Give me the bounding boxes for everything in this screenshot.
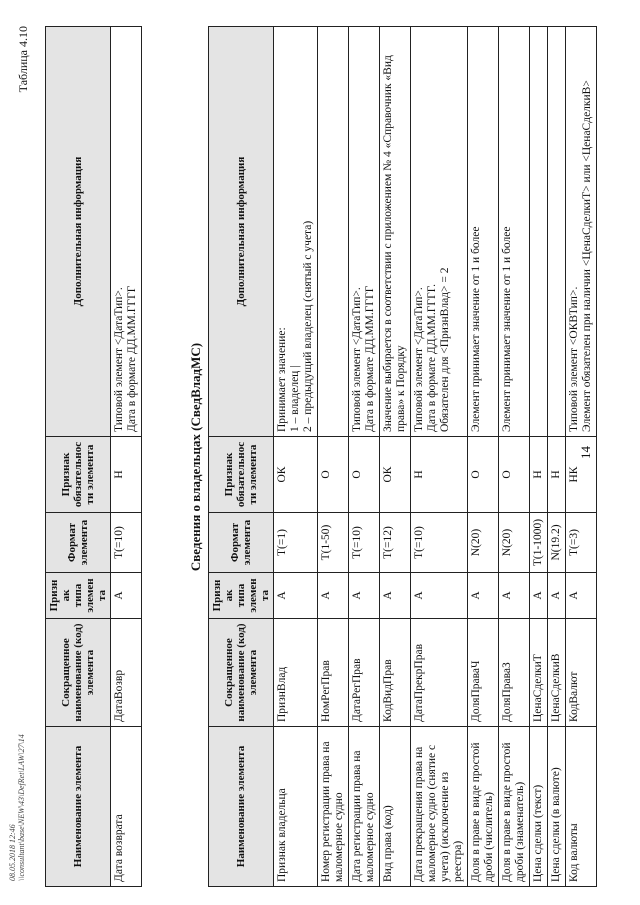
table-row [111,27,142,887]
column-header: Дополнительная информация [209,27,274,437]
print-path: \\consultant\base\NEW\43\DefRet\LAW\27\14 [17,734,26,881]
table-cell: Доля в праве в виде простой дроби (числитель) [468,727,499,887]
table-cell: А [380,573,411,619]
table-cell: О [468,437,499,513]
table-cell: ОК [380,437,411,513]
table-cell: N(20) [468,513,499,573]
column-header: Признак типа элемента [209,573,274,619]
table-cell: ПризнВлад [274,619,318,727]
table-cell: Н [530,437,548,513]
table-row [499,27,530,887]
table-cell: ДатаРегПрав [349,619,380,727]
table-row [349,27,380,887]
column-header: Признак обязательности элемента [46,437,111,513]
table-cell: T(=10) [111,513,142,573]
page-number: 14 [578,446,593,459]
table-cell: T(1-50) [318,513,349,573]
table-cell: Н [111,437,142,513]
table1-body [111,27,142,887]
table-row [318,27,349,887]
print-stamp [8,734,26,881]
table-cell: Дата возврата [111,727,142,887]
table-row [274,27,318,887]
table-cell: Н [548,437,566,513]
table-row [380,27,411,887]
table-cell: ДатаПрекрПрав [411,619,468,727]
table-cell: Признак владельца [274,727,318,887]
table-cell: О [318,437,349,513]
column-header: Признак обязательности элемента [209,437,274,513]
table-cell: А [349,573,380,619]
table-header-row [46,27,111,887]
table-cell: Типовой элемент <ДатаТип>. Дата в формате ДД.ММ.ГГГГ [349,27,380,437]
table-cell: КодВидПрав [380,619,411,727]
table-caption: Сведения о владельцах (СведВладМС) [188,342,203,572]
table-cell: Принимает значение: 1 – владелец | 2 – предыдущий владелец (снятый с учета) [274,27,318,437]
table-cell: Доля в праве в виде простой дроби (знаменатель) [499,727,530,887]
table-cell: T(=12) [380,513,411,573]
table-row [548,27,566,887]
table2-body [274,27,597,887]
table-cell: Цена сделки (текст) [530,727,548,887]
table-4-9-continuation [45,26,142,887]
table-cell: N(20) [499,513,530,573]
table-cell: ЦенаСделкиТ [530,619,548,727]
column-header: Формат элемента [46,513,111,573]
column-header: Наименование элемента [46,727,111,887]
table-cell: T(=10) [349,513,380,573]
table-cell: Вид права (код) [380,727,411,887]
table-cell: А [548,573,566,619]
table-cell: НК [566,437,597,513]
table-row [530,27,548,887]
table-cell: Дата регистрации права на маломерное судно [349,727,380,887]
table-cell: О [349,437,380,513]
column-header: Сокращенное наименование (код) элемента [209,619,274,727]
column-header: Дополнительная информация [46,27,111,437]
table-cell: Код валюты [566,727,597,887]
table-cell: Дата прекращения права на маломерное судно (снятие с учета) (исключение из реестра) [411,727,468,887]
table-cell: А [111,573,142,619]
table-number: Таблица 4.10 [16,26,30,93]
table-cell: НомРегПрав [318,619,349,727]
table-cell: ДатаВозвр [111,619,142,727]
table-cell: КодВалют [566,619,597,727]
table-cell: Н [411,437,468,513]
table-cell: Типовой элемент <ДатаТип>. Дата в формате ДД.ММ.ГГГГ. Обязателен для <ПризнВлад> = 2 [411,27,468,437]
column-header: Наименование элемента [209,727,274,887]
table-cell: А [318,573,349,619]
table-cell: T(1-1000) [530,513,548,573]
table-row [411,27,468,887]
table-cell: T(=1) [274,513,318,573]
table-cell: T(=3) [566,513,597,573]
table-cell: О [499,437,530,513]
table-cell: Элемент принимает значение от 1 и более [499,27,530,437]
table-cell: ДоляПраваЧ [468,619,499,727]
table-cell [530,27,548,437]
table-row [468,27,499,887]
table-cell [318,27,349,437]
table-cell: ОК [274,437,318,513]
table-cell: ЦенаСделкиВ [548,619,566,727]
table-cell: А [468,573,499,619]
table-cell: Номер регистрации права на маломерное судно [318,727,349,887]
table-cell: N(19.2) [548,513,566,573]
table-cell: Элемент принимает значение от 1 и более [468,27,499,437]
table-cell: ДоляПраваЗ [499,619,530,727]
table-cell: А [274,573,318,619]
owners-table [208,26,597,887]
table-cell: Цена сделки (в валюте) [548,727,566,887]
print-date: 08.05.2018 12:46 [8,824,17,881]
table-cell: Типовой элемент <ДатаТип>. Дата в формате ДД.ММ.ГГГГ [111,27,142,437]
table-cell: А [411,573,468,619]
table-cell [548,27,566,437]
column-header: Признак типа элемента [46,573,111,619]
table-cell: Значение выбирается в соответствии с приложением № 4 «Справочник «Вид права» к Порядку [380,27,411,437]
column-header: Сокращенное наименование (код) элемента [46,619,111,727]
column-header: Формат элемента [209,513,274,573]
table-header-row [209,27,274,887]
table-cell: А [499,573,530,619]
table-cell: T(=10) [411,513,468,573]
table-cell: А [566,573,597,619]
table-cell: Типовой элемент <ОКВТип>. Элемент обязателен при наличии <ЦенаСделкиТ> или <ЦенаСделкиВ> [566,27,597,437]
table-cell: А [530,573,548,619]
